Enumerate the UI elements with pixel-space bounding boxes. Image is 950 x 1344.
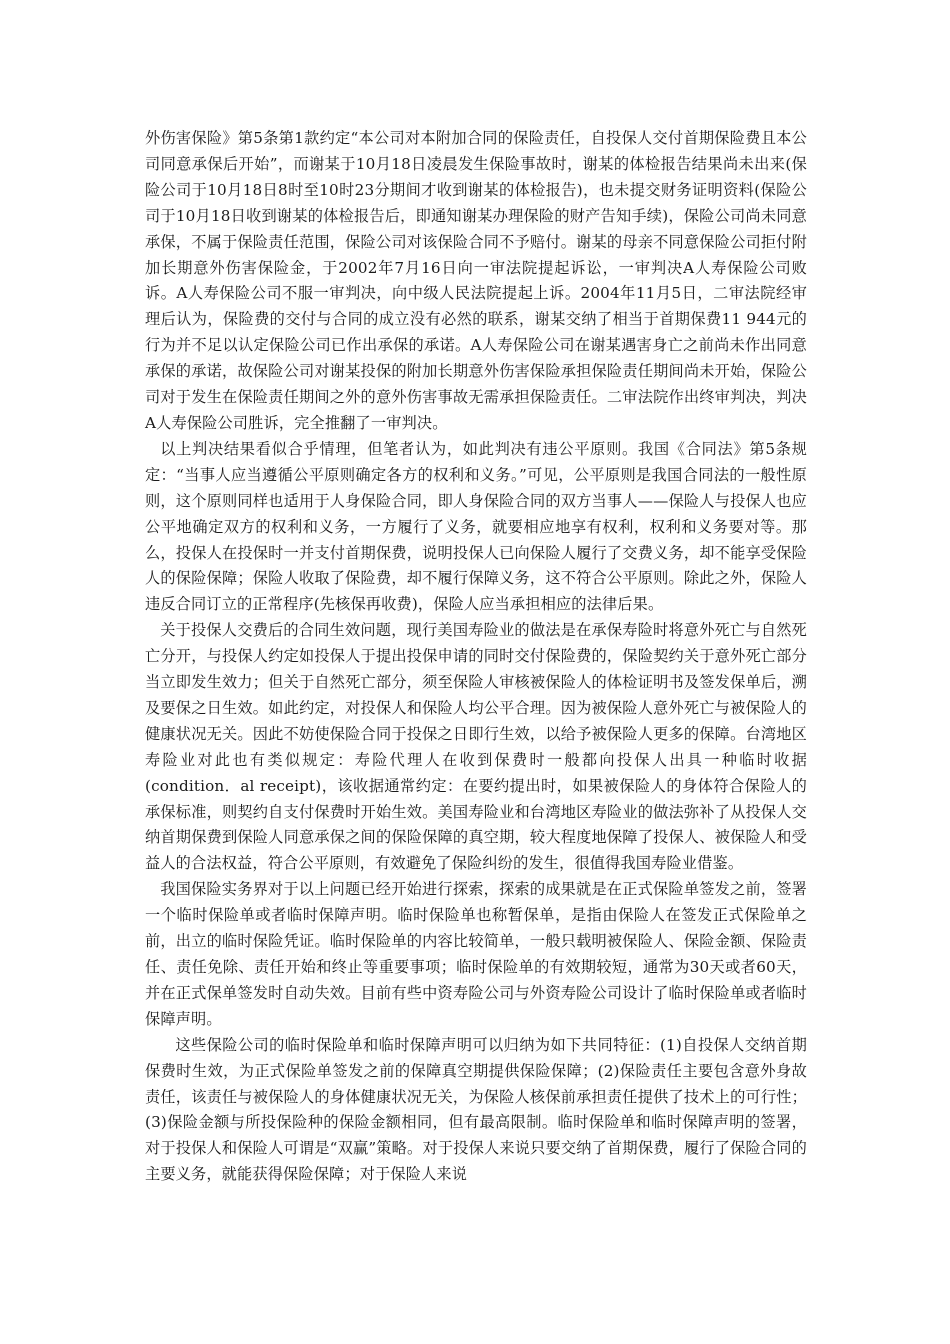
paragraph-fairness-analysis: 以上判决结果看似合乎情理，但笔者认为，如此判决有违公平原则。我国《合同法》第5条规定：“当事人应当遵循公平原则确定各方的权利和义务。”可见，公平原则是我国合同法的一般性原则，这个原则同样也适用于人身保险合同，即人身保险合同的双方当事人——保险人与投保人也应公平地确定双方的权利和义务，一方履行了义务，就要相应地享有权利，权利和义务要对等。那么，投保人在投保时一并支付首期保费，说明投保人已向保险人履行了交费义务，却不能享受保险人的保险保障；保险人收取了保险费，却不履行保障义务，这不符合公平原则。除此之外，保险人违反合同订立的正常程序(先核保再收费)，保险人应当承担相应的法律后果。: [145, 439, 807, 614]
paragraph-domestic-practice: 我国保险实务界对于以上问题已经开始进行探索，探索的成果就是在正式保险单签发之前，签署一个临时保险单或者临时保障声明。临时保险单也称暂保单，是指由保险人在签发正式保险单之前，出立的临时保险凭证。临时保险单的内容比较简单，一般只载明被保险人、保险金额、保险责任、责任免除、责任开始和终止等重要事项；临时保险单的有效期较短，通常为30天或者60天，并在正式保单签发时自动失效。目前有些中资寿险公司与外资寿险公司设计了临时保险单或者临时保障声明。: [145, 880, 807, 1028]
paragraph-foreign-practice: 关于投保人交费后的合同生效问题，现行美国寿险业的做法是在承保寿险时将意外死亡与自然死亡分开，与投保人约定如投保人于提出投保申请的同时交付保险费的，保险契约关于意外死亡部分当立即发生效力；但关于自然死亡部分，须至保险人审核被保险人的体检证明书及签发保单后，溯及要保之日生效。如此约定，对投保人和保险人均公平合理。因为被保险人意外死亡与被保险人的健康状况无关。因此不妨使保险合同于投保之日即行生效，以给予被保险人更多的保障。台湾地区寿险业对此也有类似规定：寿险代理人在收到保费时一般都向投保人出具一种临时收据(condition．al receipt)，该收据通常约定：在要约提出时，如果被保险人的身体符合保险人的承保标准，则契约自支付保费时开始生效。美国寿险业和台湾地区寿险业的做法弥补了从投保人交纳首期保费到保险人同意承保之间的保险保障的真空期，较大程度地保障了投保人、被保险人和受益人的合法权益，符合公平原则，有效避免了保险纠纷的发生，很值得我国寿险业借鉴。: [145, 621, 807, 873]
document-body: [145, 126, 807, 1188]
paragraph-case-continuation: 外伤害保险》第5条第1款约定“本公司对本附加合同的保险责任，自投保人交付首期保险费且本公司同意承保后开始”，而谢某于10月18日凌晨发生保险事故时，谢某的体检报告结果尚未出来(保险公司于10月18日8时至10时23分期间才收到谢某的体检报告)，也未提交财务证明资料(保险公司于10月18日收到谢某的体检报告后，即通知谢某办理保险的财产告知手续)，保险公司尚未同意承保，不属于保险责任范围，保险公司对该保险合同不予赔付。谢某的母亲不同意保险公司拒付附加长期意外伤害保险金，于2002年7月16日向一审法院提起诉讼，一审判决A人寿保险公司败诉。A人寿保险公司不服一审判决，向中级人民法院提起上诉。2004年11月5日，二审法院经审理后认为，保险费的交付与合同的成立没有必然的联系，谢某交纳了相当于首期保费11 944元的行为并不足以认定保险公司已作出承保的承诺。A人寿保险公司在谢某遇害身亡之前尚未作出同意承保的承诺，故保险公司对谢某投保的附加长期意外伤害保险承担保险责任期间尚未开始，保险公司对于发生在保险责任期间之外的意外伤害事故无需承担保险责任。二审法院作出终审判决，判决A人寿保险公司胜诉，完全推翻了一审判决。: [145, 129, 807, 432]
paragraph-common-features: 这些保险公司的临时保险单和临时保障声明可以归纳为如下共同特征：(1)自投保人交纳首期保费时生效，为正式保险单签发之前的保障真空期提供保险保障；(2)保险责任主要包含意外身故责任，该责任与被保险人的身体健康状况无关，为保险人核保前承担责任提供了技术上的可行性；(3)保险金额与所投保险种的保险金额相同，但有最高限制。临时保险单和临时保障声明的签署，对于投保人和保险人可谓是“双赢”策略。对于投保人来说只要交纳了首期保费，履行了保险合同的主要义务，就能获得保险保障；对于保险人来说: [145, 1035, 807, 1184]
